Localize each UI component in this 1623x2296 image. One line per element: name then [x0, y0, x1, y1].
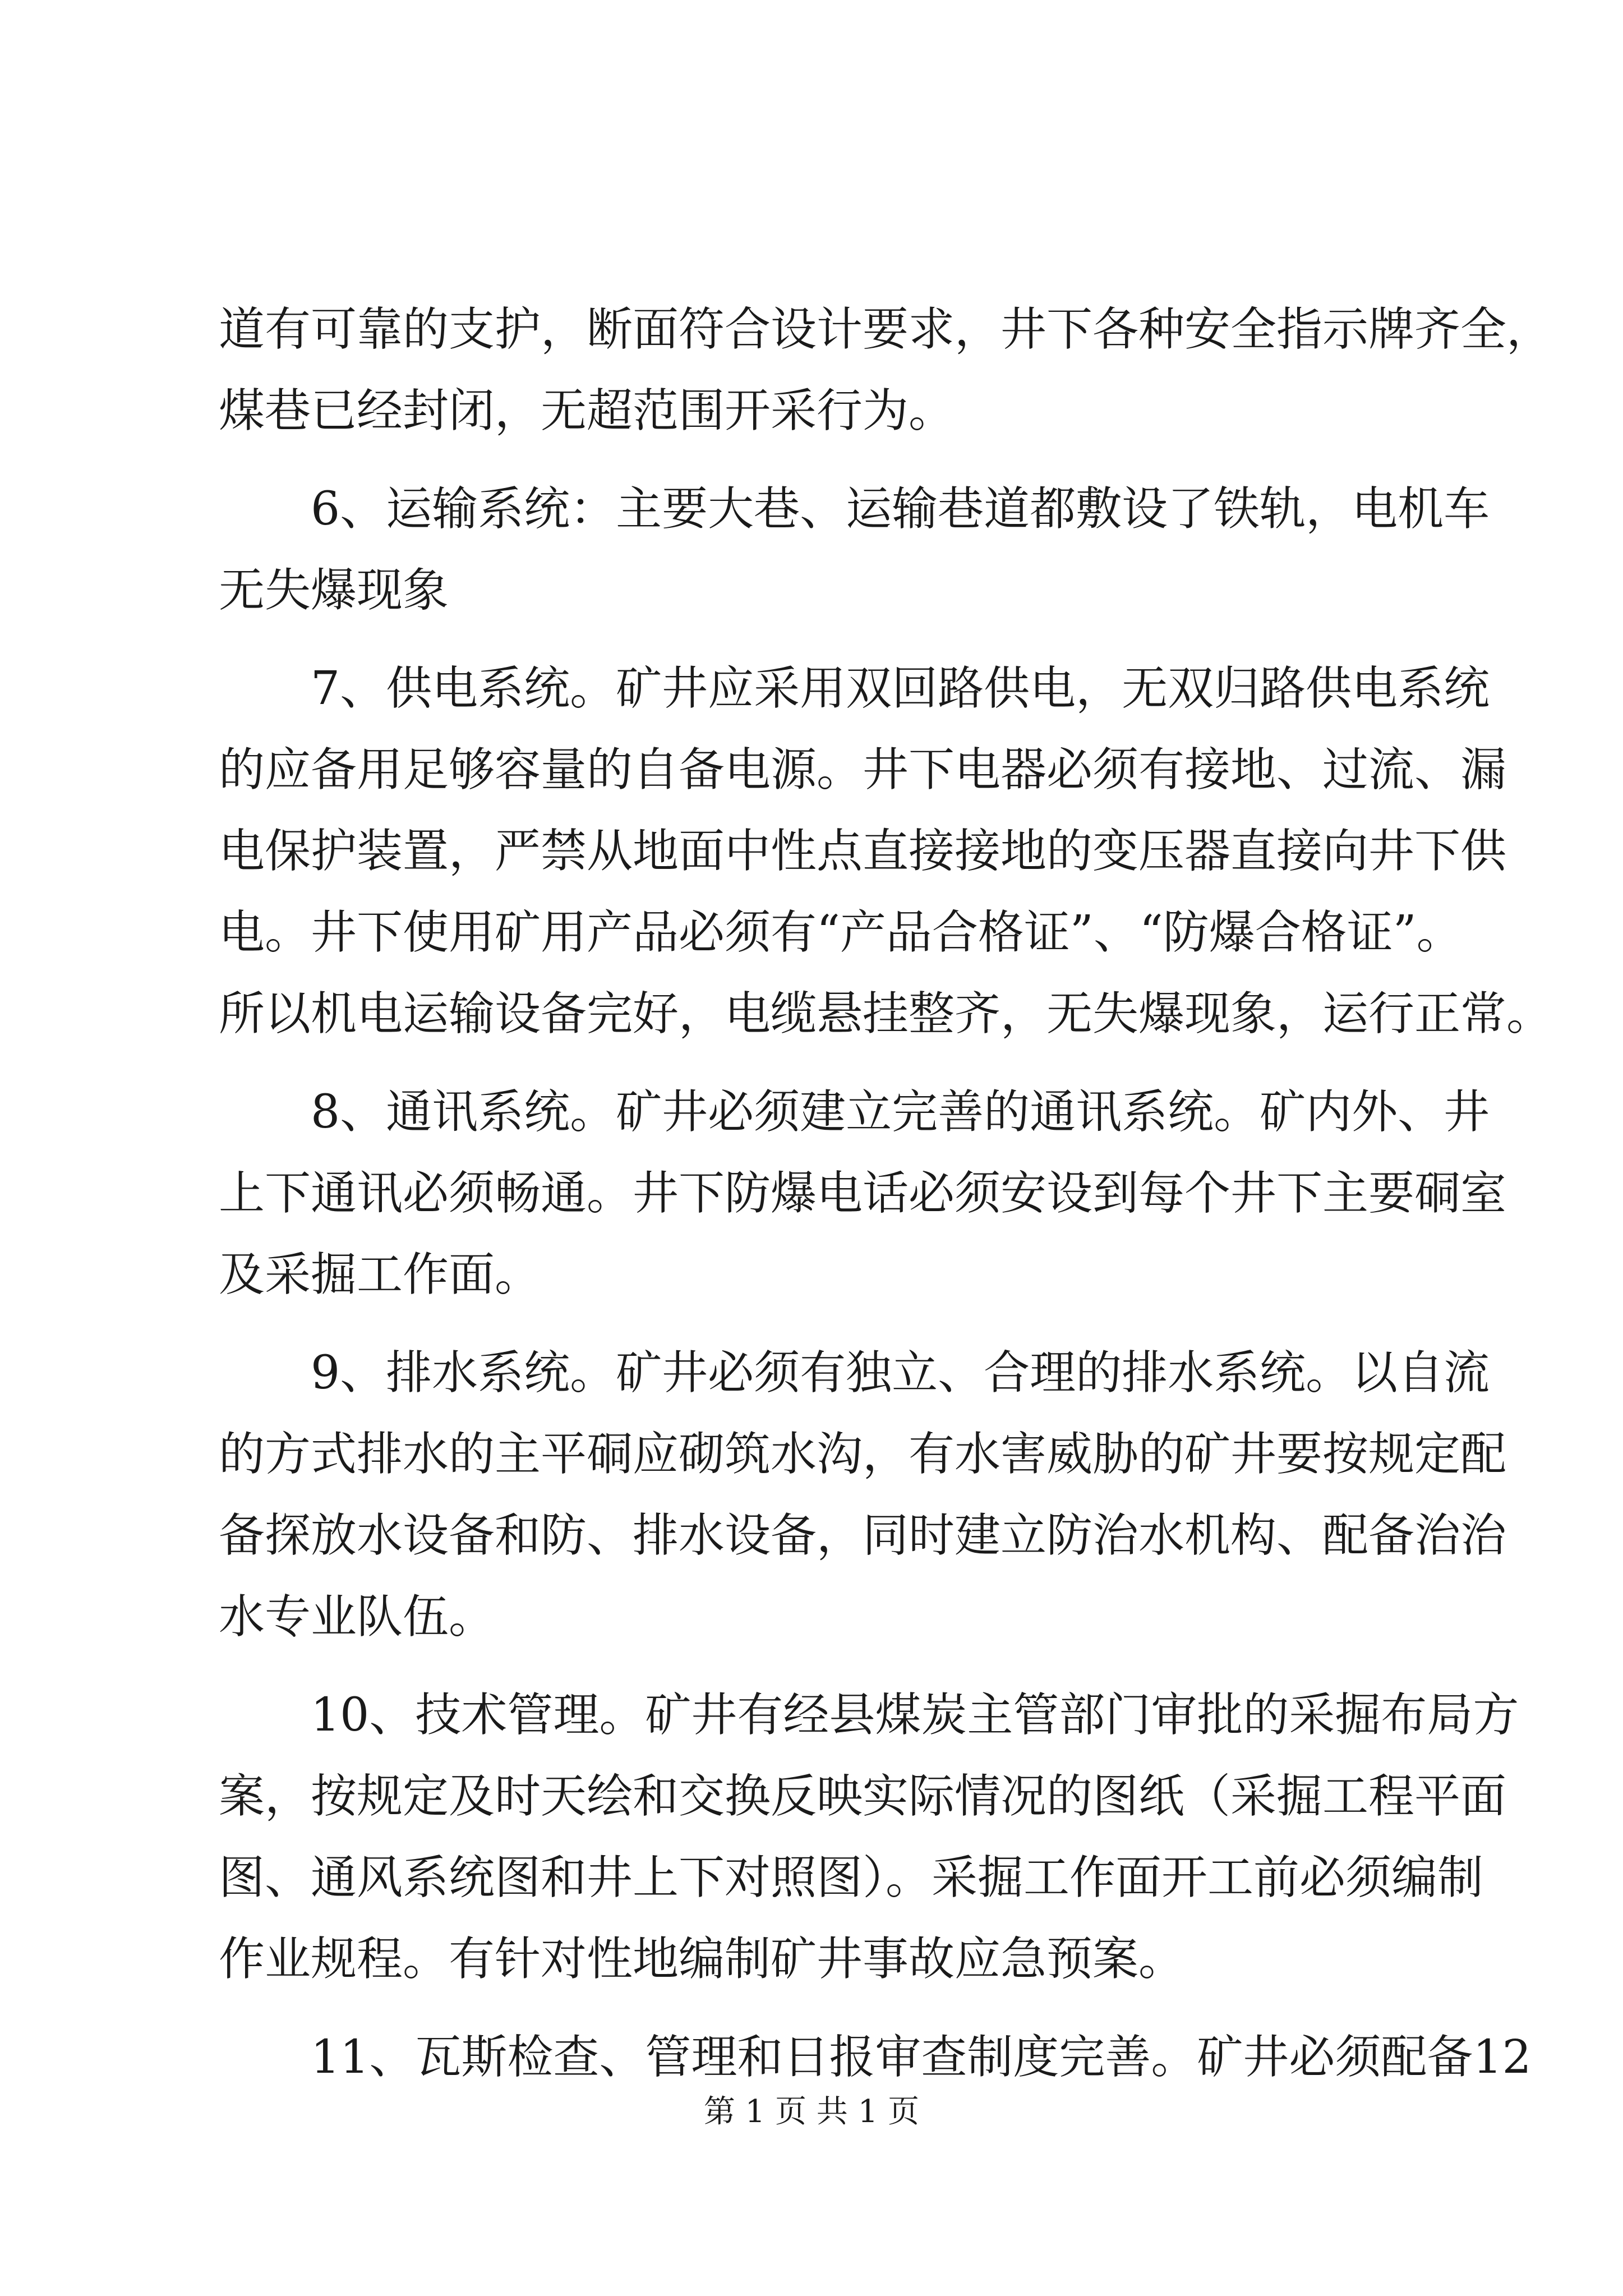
text-line: 煤巷已经封闭，无超范围开采行为。 — [219, 384, 955, 438]
text-line: 上下通讯必须畅通。井下防爆电话必须安设到每个井下主要硐室 — [219, 1167, 1507, 1220]
text-line: 电保护装置，严禁从地面中性点直接接地的变压器直接向井下供 — [219, 825, 1507, 878]
text-line: 所以机电运输设备完好，电缆悬挂整齐，无失爆现象，运行正常。 — [219, 987, 1553, 1041]
text-line: 水专业队伍。 — [219, 1590, 495, 1644]
paragraph-8-line: 8、通讯系统。矿井必须建立完善的通讯系统。矿内外、井 — [219, 1085, 1490, 1139]
text-line: 案，按规定及时天绘和交换反映实际情况的图纸（采掘工程平面 — [219, 1770, 1507, 1823]
text-line: 无失爆现象 — [219, 564, 449, 617]
text-line: 作业规程。有针对性地编制矿井事故应急预案。 — [219, 1932, 1185, 1986]
document-body — [219, 289, 1553, 2098]
paragraph-6-line: 6、运输系统：主要大巷、运输巷道都敷设了铁轨，电机车 — [219, 482, 1490, 536]
text-line: 图、通风系统图和井上下对照图）。采掘工作面开工前必须编制 — [219, 1851, 1484, 1904]
text-line: 的方式排水的主平硐应砌筑水沟，有水害威胁的矿井要按规定配 — [219, 1428, 1507, 1481]
paragraph-10-line: 10、技术管理。矿井有经县煤炭主管部门审批的采掘布局方 — [219, 1688, 1519, 1742]
text-line: 及采掘工作面。 — [219, 1248, 541, 1301]
paragraph-9-line: 9、排水系统。矿井必须有独立、合理的排水系统。以自流 — [219, 1346, 1490, 1400]
paragraph-11-line: 11、瓦斯检查、管理和日报审查制度完善。矿井必须配备12 — [219, 2031, 1532, 2084]
text-line: 的应备用足够容量的自备电源。井下电器必须有接地、过流、漏 — [219, 743, 1507, 797]
text-line: 备探放水设备和防、排水设备，同时建立防治水机构、配备治治 — [219, 1509, 1507, 1562]
page-footer: 第 1 页 共 1 页 — [703, 2093, 920, 2130]
paragraph-7-line: 7、供电系统。矿井应采用双回路供电，无双归路供电系统 — [219, 662, 1490, 715]
text-line: 电。井下使用矿用产品必须有“产品合格证”、“防爆合格证”。 — [219, 906, 1463, 959]
text-line: 道有可靠的支护，断面符合设计要求，井下各种安全指示牌齐全， — [219, 303, 1553, 356]
